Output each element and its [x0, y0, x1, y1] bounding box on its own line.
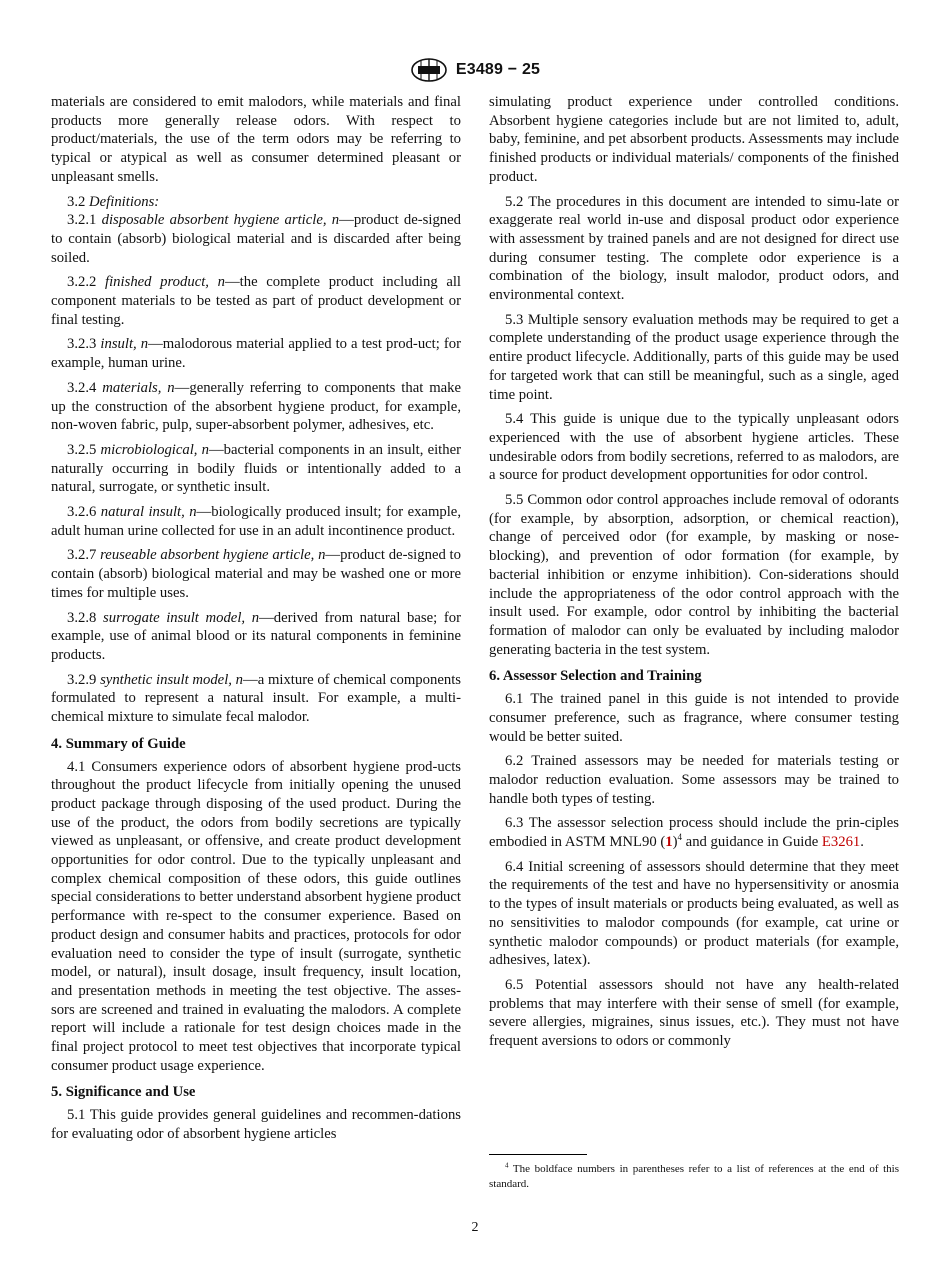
- paragraph-5-1-continued: simulating product experience under controlled conditions. Absorbent hygiene categories include but are not limited to, adult, baby, feminine, and pet absorbent products. Assessments may include finished products or individual materials/ components of the finished product.: [489, 94, 899, 185]
- section-3-2-heading: 3.2 Definitions:: [67, 193, 160, 210]
- section-6-heading: 6. Assessor Selection and Training: [489, 668, 702, 685]
- paragraph-intro: materials are considered to emit malodors, while materials and final products more generally release odors. With respect to product/materials, the use of the term odors may be referring to typical or atypical as well as consumer determined pleasant or unpleasant smells.: [51, 94, 461, 185]
- definition-3-2-8: 3.2.8 surrogate insult model, n—derived from natural base; for example, use of animal blood or its natural components in feminine products.: [51, 609, 461, 663]
- definition-3-2-2: 3.2.2 finished product, n—the complete product including all component materials to be tested as part of product development or final testing.: [51, 274, 462, 328]
- paragraph-6-3: 6.3 The assessor selection process should include the prin-ciples embodied in ASTM MNL90 $(1)^4$ and guidance in Guide E3261.: [489, 815, 899, 851]
- paragraph-5-5: 5.5 Common odor control approaches include removal of odorants (for example, by absorption, adsorption, or chemical reaction), change of perceived odor (for example, by masking or nose-blocking), and prevention of odor formation (for example, by bacterial inhibition or enzyme inhibition). Con-siderations should include the appropriateness of the odor control approach with the insult used. For example, odor control by inhibiting the bacterial formation of malodor can only be evaluated by including malodor generating bacteria in the test system.: [489, 492, 899, 658]
- paragraph-4-1: 4.1 Consumers experience odors of absorbent hygiene prod-ucts throughout the product lifecycle from initially opening the unused product package through disposing of the used product. During the use of the product, the odors from bodily secretions are typically viewed as unpleasant, or offensive, and create product development opportunities for odor control. Due to the typically unpleasant and complex chemical composition of these odors, this guide outlines special considerations to better understand absorbent hygiene product performance with re-spect to the consumer experience. Based on product design and consumer habits and practices, protocols for odor evaluation need to consider the type of insult (surrogate, synthetic model, or natural), insult dosage, insult frequency, insult location, and presentation methods in meeting the test objective. The asses-sors are screened and trained in evaluating the malodors. A complete report will include a rationale for test design choices made in the final project protocol to meet test objectives that incorporate typical consumer product usage experience.: [51, 758, 461, 1074]
- page-number: 2: [471, 1220, 479, 1235]
- section-5-heading: 5. Significance and Use: [51, 1084, 196, 1101]
- astm-logo-icon: [410, 58, 448, 82]
- paragraph-5-3: 5.3 Multiple sensory evaluation methods may be required to get a complete understanding of the product usage experience through the entire product lifecycle. Additionally, parts of this guide may be used for targeted work that can still be meaningful, such as a single, aged time point.: [489, 311, 899, 403]
- footnote-divider: [489, 1154, 587, 1155]
- footnote-4: $^4$ The boldface numbers in parentheses refer to a list of references at the end of this standard.: [489, 1161, 899, 1190]
- definition-3-2-7: 3.2.7 reuseable absorbent hygiene article, n—product de-signed to contain (absorb) biological material and may be washed one or more times for multiple uses.: [51, 547, 461, 601]
- paragraph-6-4: 6.4 Initial screening of assessors should determine that they meet the requirements of the test and have no hypersensitivity or anosmia to the types of insult materials or products being evaluated, as well as no sensitivities to malodor compounds (for example, cat urine or synthetic malodor compounds) or product materials (for example, adhesives, latex).: [489, 858, 899, 969]
- definition-3-2-9: 3.2.9 synthetic insult model, n—a mixture of chemical components formulated to represent a natural insult. For example, a multi-chemical mixture to simulate fecal malodor.: [51, 671, 461, 726]
- definition-3-2-4: 3.2.4 materials, n—generally referring to components that make up the construction of the absorbent hygiene product, for example, non-woven fabric, pulp, super-absorbent polymer, adhesives, etc.: [51, 379, 461, 434]
- left-column: [51, 93, 461, 1150]
- definition-3-2-3: 3.2.3 insult, n—malodorous material applied to a test prod-uct; for example, human urine.: [51, 336, 462, 372]
- paragraph-6-1: 6.1 The trained panel in this guide is not intended to provide consumer preference, such as fragrance, where consumer testing would be better suited.: [489, 691, 899, 745]
- section-4-heading: 4. Summary of Guide: [51, 735, 186, 752]
- page-header: [0, 58, 950, 82]
- paragraph-6-2: 6.2 Trained assessors may be needed for materials testing or malodor reduction evaluation. Some assessors may be trained to handle both types of testing.: [489, 753, 899, 807]
- right-column: [489, 93, 899, 1057]
- paragraph-5-4: 5.4 This guide is unique due to the typically unpleasant odors experienced with the use of absorbent hygiene articles. These undesirable odors from bodily secretions, referred to as malodors, are a source for product development opportunities for odor control.: [489, 411, 899, 484]
- definition-3-2-1: 3.2.1 disposable absorbent hygiene article, n—product de-signed to contain (absorb) biological material and is discarded after being soiled.: [51, 212, 462, 266]
- standard-link-e3261[interactable]: E3261: [821, 834, 861, 851]
- reference-link-1[interactable]: 1: [665, 834, 673, 851]
- definition-3-2-5: 3.2.5 microbiological, n—bacterial components in an insult, either naturally occurring in bodily fluids or intentionally added to a natural, surrogate, or synthetic insult.: [51, 441, 461, 496]
- paragraph-5-2: 5.2 The procedures in this document are intended to simu-late or exaggerate real world in-use and disposal product odor experience with assessment by trained panels and are not designed for direct use during consumer testing. The complete odor experience is a combination of the biology, insult malodor, product odors, and environmental context.: [489, 193, 899, 304]
- definition-3-2-6: 3.2.6 natural insult, n—biologically produced insult; for example, adult human urine collected for use in an adult incontinence product.: [51, 504, 461, 539]
- paragraph-6-5: 6.5 Potential assessors should not have any health-related problems that may interfere with their sense of smell (for example, severe allergies, migraines, sinus issues, etc.). They must not have frequent aversions to odors or commonly: [489, 976, 899, 1050]
- paragraph-5-1: 5.1 This guide provides general guidelines and recommen-dations for evaluating odor of absorbent hygiene articles: [51, 1107, 461, 1142]
- footnote-marker-4: 4: [677, 832, 682, 843]
- document-designation: E3489 − 25: [455, 61, 541, 78]
